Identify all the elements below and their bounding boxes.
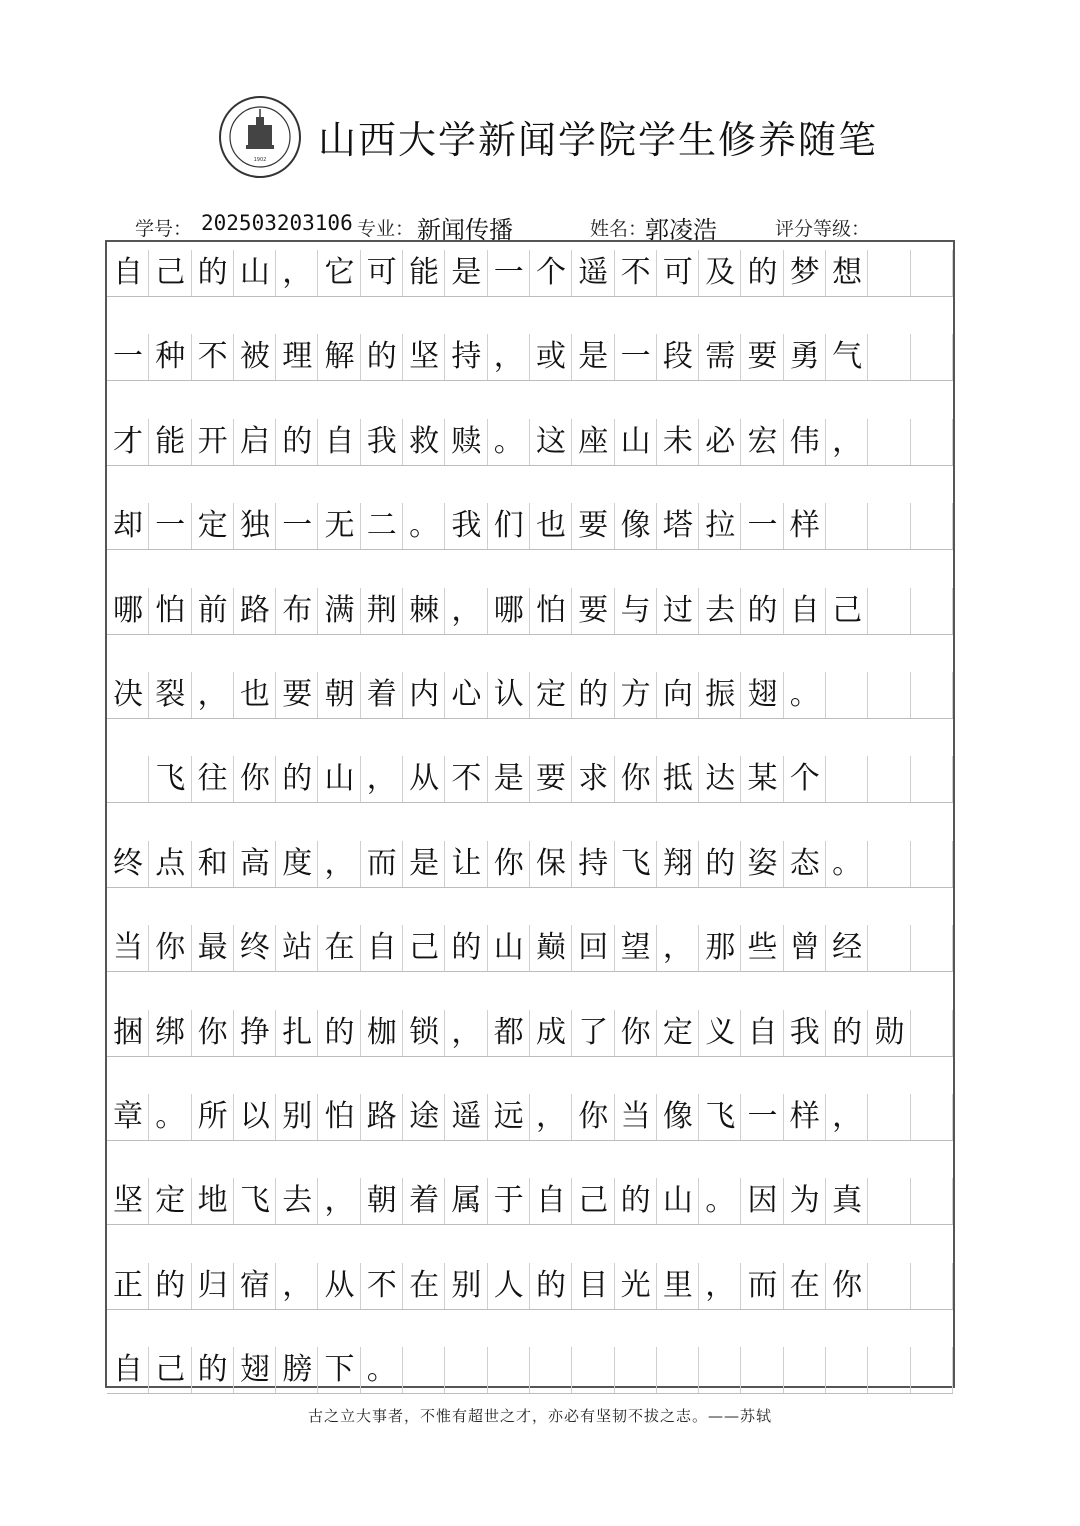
essay-line-text: 哪怕前路布满荆棘，哪怕要与过去的自己: [113, 592, 875, 628]
essay-line-text: 自己的山，它可能是一个遥不可及的梦想: [113, 255, 875, 290]
essay-line: [107, 503, 953, 587]
essay-grid: [105, 240, 955, 1388]
grid-line: [107, 887, 953, 888]
essay-line-text: 正的归宿，从不在别人的目光里，而在你: [113, 1267, 875, 1303]
svg-text:1902: 1902: [253, 157, 267, 163]
essay-line-text: 才能开启的自我救赎。这座山未必宏伟，: [113, 423, 875, 459]
grid-line: [107, 971, 953, 972]
essay-line-text: 却一定独一无二。我们也要像塔拉一样: [113, 508, 833, 544]
essay-line: [107, 1178, 953, 1262]
student-id-value: 202503203106: [201, 211, 353, 235]
name-label: 姓名：: [590, 218, 648, 240]
grid-line: [107, 549, 953, 550]
footer-quote: 古之立大事者，不惟有超世之才，亦必有坚韧不拔之志。——苏轼: [307, 1407, 772, 1425]
grade-label: 评分等级：: [775, 218, 871, 240]
essay-line: [107, 250, 953, 334]
essay-line: [107, 756, 953, 840]
essay-line-text: 飞往你的山，从不是要求你抵达某个: [113, 761, 833, 797]
essay-line-text: 一种不被理解的坚持，或是一段需要勇气: [113, 339, 875, 375]
essay-line-text: 捆绑你挣扎的枷锁，都成了你定义自我的勋: [113, 1014, 917, 1050]
essay-line-text: 坚定地飞去，朝着属于自己的山。因为真: [113, 1183, 875, 1219]
grid-line: [107, 802, 953, 803]
grid-line: [107, 1056, 953, 1057]
essay-line: [107, 419, 953, 503]
essay-line-text: 决裂，也要朝着内心认定的方向振翅。: [113, 677, 833, 712]
page-header: [0, 95, 1080, 185]
grid-line: [107, 718, 953, 719]
student-id-label: 学号：: [135, 218, 193, 240]
essay-line-text: 章。所以别怕路途遥远，你当像飞一样，: [113, 1099, 875, 1134]
major-value: 新闻传播: [417, 216, 513, 244]
grid-line: [107, 1140, 953, 1141]
grid-line: [107, 465, 953, 466]
page-title: 山西大学新闻学院学生修养随笔: [318, 118, 879, 162]
essay-line: [107, 1263, 953, 1347]
grid-line: [107, 296, 953, 297]
essay-line: [107, 925, 953, 1009]
grid-line: [107, 1309, 953, 1310]
essay-line: [107, 588, 953, 672]
grid-line: [107, 634, 953, 635]
essay-line: [107, 672, 953, 756]
grid-line: [107, 380, 953, 381]
essay-line-text: 自己的翅膀下。: [113, 1352, 410, 1388]
essay-line: [107, 1094, 953, 1178]
student-info-row: [135, 208, 955, 244]
major-label: 专业：: [357, 218, 415, 240]
grid-line: [107, 1393, 953, 1394]
grid-line: [107, 1224, 953, 1225]
essay-line: [107, 841, 953, 925]
essay-line: [107, 334, 953, 418]
essay-line-text: 终点和高度，而是让你保持飞翔的姿态。: [113, 845, 875, 881]
name-value: 郭凌浩: [645, 216, 717, 244]
essay-line: [107, 1010, 953, 1094]
university-seal-icon: [218, 95, 302, 179]
essay-line-text: 当你最终站在自己的山巅回望，那些曾经: [113, 930, 875, 966]
